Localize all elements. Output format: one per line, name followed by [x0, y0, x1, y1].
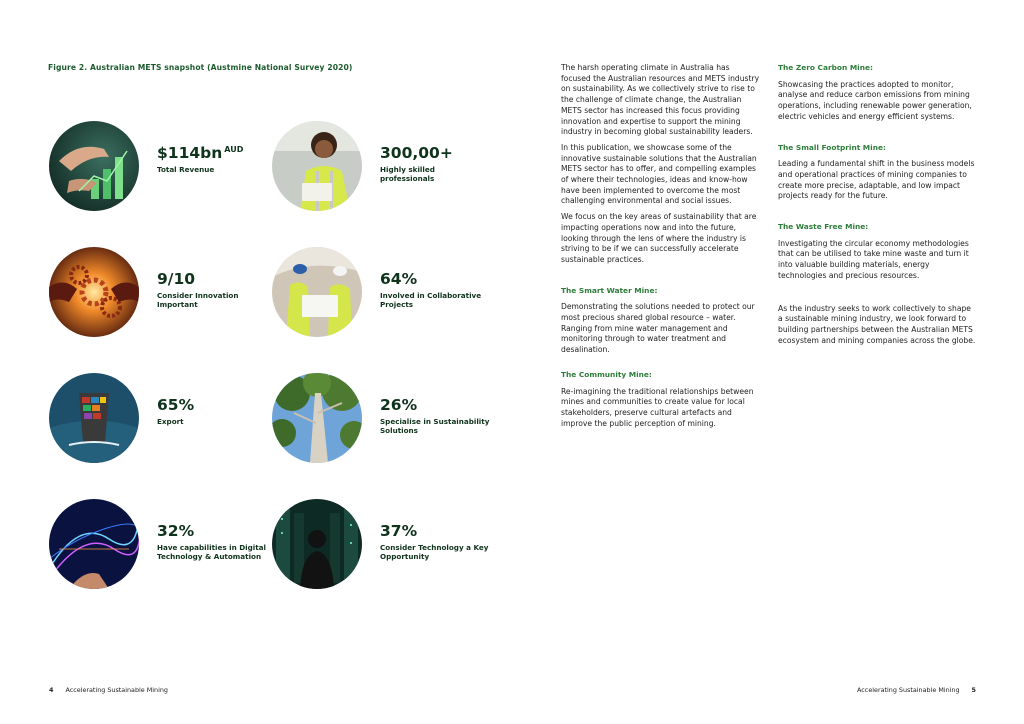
stat-total-revenue [49, 121, 279, 213]
intro-paragraph: We focus on the key areas of sustainability that are impacting operations now and into the future, looking through the lens of where the industry is striving to be if we can successfully accelerate sustainable practices. [561, 212, 757, 264]
worker-photo [272, 121, 362, 211]
stat-digital-technology [49, 499, 279, 591]
stat-value: 32% [157, 522, 195, 540]
stat-export [49, 373, 279, 465]
intro-column [561, 63, 761, 443]
stat-label: Specialise in Sustainability Solutions [380, 417, 490, 436]
tree-photo [272, 373, 362, 463]
stat-sustainability-solutions [272, 373, 502, 465]
section-title: The Waste Free Mine: [778, 222, 869, 232]
figure-caption: Figure 2. Australian METS snapshot (Austmine National Survey 2020) [48, 63, 353, 72]
digital-tech-photo [49, 499, 139, 589]
team-plans-photo [272, 247, 362, 337]
section-title: The Small Footprint Mine: [778, 142, 886, 152]
stat-label: Total Revenue [157, 165, 215, 174]
section-text: Leading a fundamental shift in the business models and operational practices of mining companies to create more precise, adaptable, and low impact projects ready for the future. [778, 159, 975, 201]
stat-skilled-professionals [272, 121, 502, 213]
section-smart-water [561, 286, 761, 356]
section-zero-carbon [778, 63, 978, 123]
stat-label: Export [157, 417, 184, 426]
section-text: Showcasing the practices adopted to monitor, analyse and reduce carbon emissions from mining operations, including renewable power generation, electric vehicles and energy efficient systems. [778, 79, 972, 121]
stat-label: Consider Technology a Key Opportunity [380, 543, 489, 562]
page-number: 5 [971, 686, 976, 694]
page-number: 4 [49, 686, 54, 694]
stat-value: 26% [380, 396, 418, 414]
gears-hands-photo [49, 247, 139, 337]
stat-value: 300,00+ [380, 144, 453, 162]
stat-label: Highly skilled professionals [380, 165, 435, 184]
stat-label: Consider Innovation Important [157, 291, 239, 310]
stat-technology-opportunity [272, 499, 502, 591]
section-waste-free [778, 222, 978, 282]
section-text: Demonstrating the solutions needed to protect our most precious shared global resource – water. Ranging from mine water management and monitoring through to water treatment and desalination. [561, 302, 755, 355]
stat-label: Involved in Collaborative Projects [380, 291, 482, 310]
stat-label: Have capabilities in Digital Technology & Automation [157, 543, 266, 562]
closing-paragraph: As the industry seeks to work collectively to shape a sustainable mining industry, we look forward to building partnerships between the Australian METS ecosystem and mining companies across the globe. [778, 303, 976, 345]
areas-column [778, 63, 978, 351]
stat-value: 37% [380, 522, 418, 540]
server-room-photo [272, 499, 362, 589]
cargo-ship-photo [49, 373, 139, 463]
section-title: The Smart Water Mine: [561, 285, 658, 295]
section-small-footprint [778, 143, 978, 203]
section-text: Investigating the circular economy methodologies that can be utilised to take mine waste and turn it into valuable building materials, energy technologies and precious resources. [778, 238, 969, 280]
section-title: The Community Mine: [561, 369, 652, 379]
stat-value: 9/10 [157, 270, 196, 288]
publication-title: Accelerating Sustainable Mining [857, 686, 960, 694]
section-community [561, 370, 761, 430]
footer-right [857, 686, 976, 694]
stat-collaborative-projects [272, 247, 502, 339]
section-title: The Zero Carbon Mine: [778, 63, 873, 72]
footer-left [49, 686, 168, 694]
stat-value: 64% [380, 270, 418, 288]
intro-paragraph: The harsh operating climate in Australia has focused the Australian resources and METS industry on sustainability. As we collectively strive to rise to the challenge of climate change, the Australian METS sector has increased this focus providing innovation and expertise to support the mining industry in becoming global sustainability leaders. [561, 63, 760, 137]
finance-growth-photo [49, 121, 139, 211]
currency-suffix: AUD [224, 145, 244, 154]
section-text: Re-imagining the traditional relationships between mines and communities to create value for local stakeholders, preserve cultural artefacts and improve the public perception of mining. [561, 386, 754, 428]
publication-title: Accelerating Sustainable Mining [65, 686, 168, 694]
stat-value: 65% [157, 396, 195, 414]
stat-value: $114bn $^{AUD}$ [157, 144, 244, 162]
intro-paragraph: In this publication, we showcase some of the innovative sustainable solutions that the Australian METS sector has to offer, and compelling examples of where their technologies, ideas and know-how have been implemented to overcome the most challenging environmental and social issues. [561, 142, 757, 206]
stat-innovation-important [49, 247, 279, 339]
